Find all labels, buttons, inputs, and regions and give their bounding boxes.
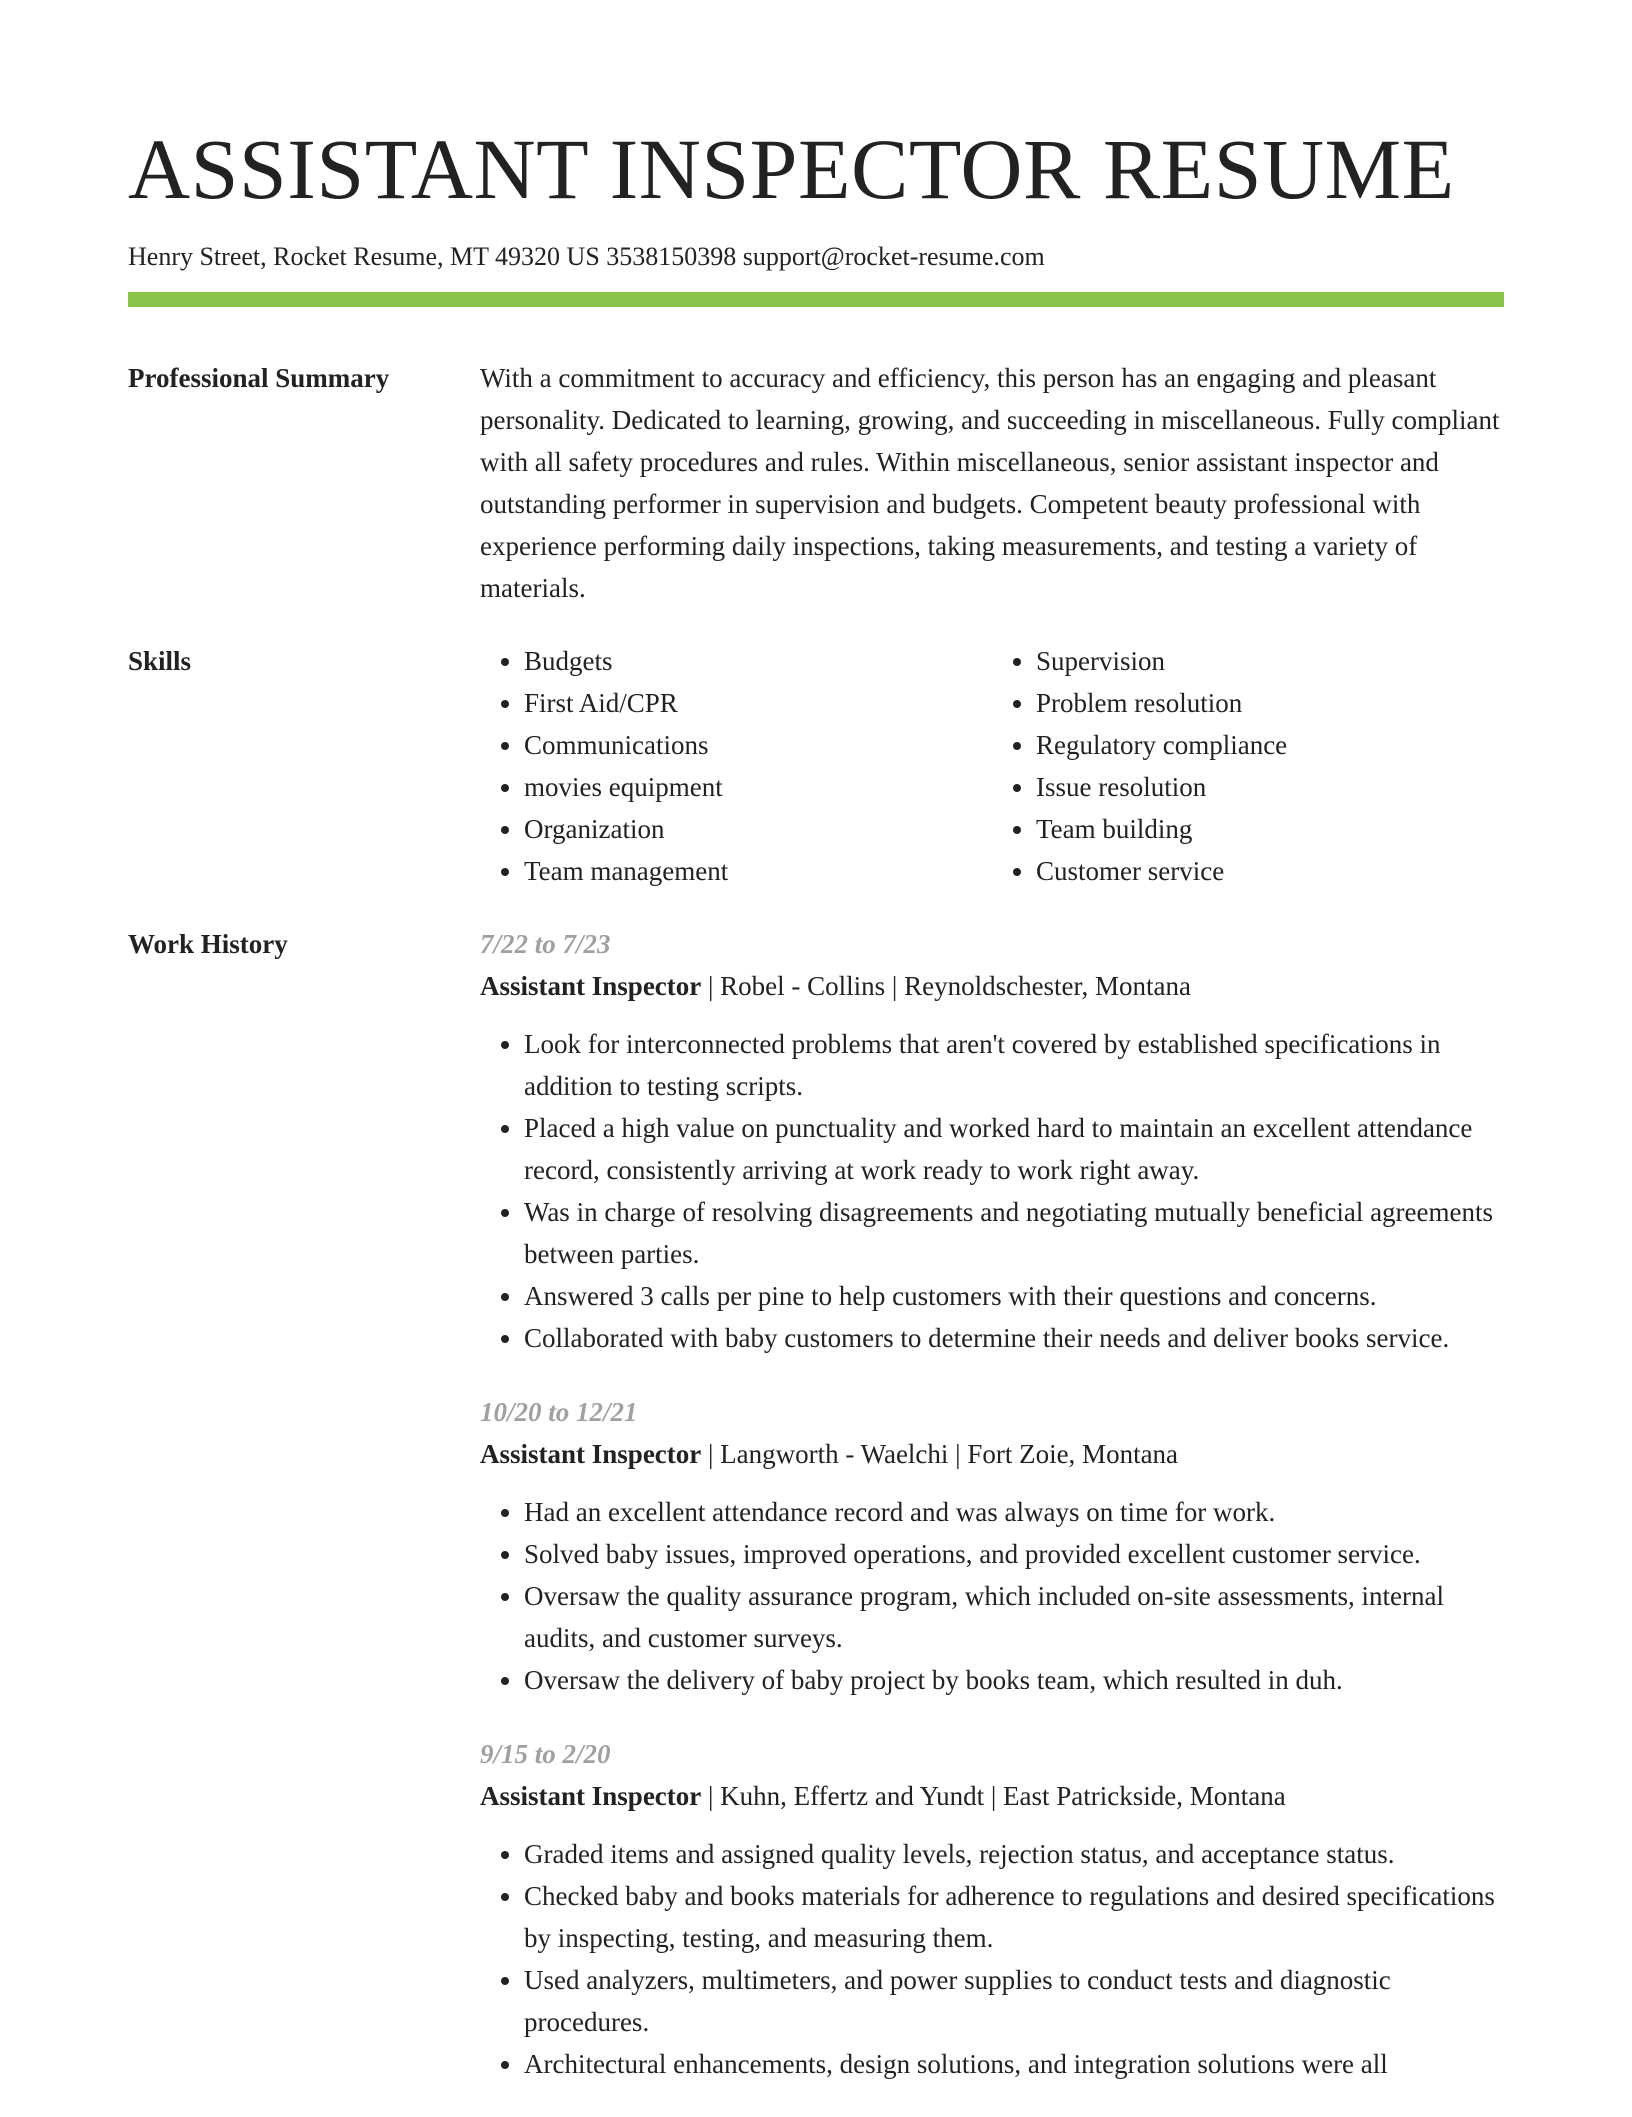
skill-item: • Communications — [524, 724, 992, 766]
job-heading — [480, 1775, 1504, 1817]
job-entry — [480, 1733, 1504, 2085]
skills-section — [128, 640, 1504, 892]
job-bullet: • Oversaw the delivery of baby project by books team, which resulted in duh. — [524, 1659, 1504, 1701]
job-title: Assistant Inspector — [480, 971, 702, 1001]
skill-item: • Customer service — [1036, 850, 1504, 892]
job-bullet: • Graded items and assigned quality levels, rejection status, and acceptance status. — [524, 1833, 1504, 1875]
skill-item: • Regulatory compliance — [1036, 724, 1504, 766]
resume-title: ASSISTANT INSPECTOR RESUME — [128, 121, 1455, 217]
section-heading-work-history: Work History — [128, 929, 288, 959]
skills-column-left — [480, 640, 992, 892]
job-bullets — [480, 1833, 1504, 2085]
job-bullet: • Look for interconnected problems that aren't covered by established specifications in addition to testing scripts. — [524, 1023, 1504, 1107]
job-bullet: • Oversaw the quality assurance program, which included on-site assessments, internal audits, and customer surveys. — [524, 1575, 1504, 1659]
professional-summary-section — [128, 357, 1504, 609]
section-heading-skills: Skills — [128, 646, 192, 676]
job-employer-location: | Robel - Collins | Reynoldschester, Montana — [701, 971, 1191, 1001]
job-title: Assistant Inspector — [480, 1781, 702, 1811]
job-dates: 9/15 to 2/20 — [480, 1739, 611, 1769]
skill-item: • Budgets — [524, 640, 992, 682]
job-title: Assistant Inspector — [480, 1439, 702, 1469]
work-history-section — [128, 923, 1504, 2117]
job-entry — [480, 1391, 1504, 1701]
skill-item: • Team building — [1036, 808, 1504, 850]
resume-page — [128, 0, 1504, 2117]
job-bullet: • Was in charge of resolving disagreements and negotiating mutually beneficial agreements between parties. — [524, 1191, 1504, 1275]
job-bullet: • Checked baby and books materials for adherence to regulations and desired specifications by inspecting, testing, and measuring them. — [524, 1875, 1504, 1959]
job-bullet: • Collaborated with baby customers to determine their needs and deliver books service. — [524, 1317, 1504, 1359]
skill-item: • movies equipment — [524, 766, 992, 808]
job-dates: 7/22 to 7/23 — [480, 929, 611, 959]
job-bullet: • Solved baby issues, improved operations, and provided excellent customer service. — [524, 1533, 1504, 1575]
job-bullet: • Used analyzers, multimeters, and power supplies to conduct tests and diagnostic procedures. — [524, 1959, 1504, 2043]
job-employer-location: | Langworth - Waelchi | Fort Zoie, Montana — [701, 1439, 1179, 1469]
job-bullet: • Placed a high value on punctuality and worked hard to maintain an excellent attendance record, consistently arriving at work ready to work right away. — [524, 1107, 1504, 1191]
job-employer-location: | Kuhn, Effertz and Yundt | East Patrickside, Montana — [701, 1781, 1286, 1811]
job-bullet: • Answered 3 calls per pine to help customers with their questions and concerns. — [524, 1275, 1504, 1317]
accent-divider — [128, 292, 1504, 307]
work-history-list — [480, 923, 1504, 2117]
contact-line: Henry Street, Rocket Resume, MT 49320 US 3538150398 support@rocket-resume.com — [128, 242, 1045, 271]
job-bullet: • Architectural enhancements, design solutions, and integration solutions were all — [524, 2043, 1504, 2085]
skill-item: • Team management — [524, 850, 992, 892]
job-bullets — [480, 1491, 1504, 1701]
job-heading — [480, 1433, 1504, 1475]
skill-item: • Supervision — [1036, 640, 1504, 682]
skill-item: • Issue resolution — [1036, 766, 1504, 808]
skills-list — [480, 640, 1504, 892]
job-dates: 10/20 to 12/21 — [480, 1397, 638, 1427]
job-entry — [480, 923, 1504, 1359]
job-bullet: • Had an excellent attendance record and was always on time for work. — [524, 1491, 1504, 1533]
skills-column-right — [992, 640, 1504, 892]
summary-text: With a commitment to accuracy and efficiency, this person has an engaging and pleasant personality. Dedicated to learning, growing, and succeeding in miscellaneous. Fully compliant with all safety procedures and rules. Within miscellaneous, senior assistant inspector and outstanding performer in supervision and budgets. Competent beauty professional with experience performing daily inspections, taking measurements, and testing a variety of materials. — [480, 363, 1500, 603]
skill-item: • First Aid/CPR — [524, 682, 992, 724]
skill-item: • Problem resolution — [1036, 682, 1504, 724]
section-heading-summary: Professional Summary — [128, 363, 390, 393]
job-bullets — [480, 1023, 1504, 1359]
skill-item: • Organization — [524, 808, 992, 850]
job-heading — [480, 965, 1504, 1007]
